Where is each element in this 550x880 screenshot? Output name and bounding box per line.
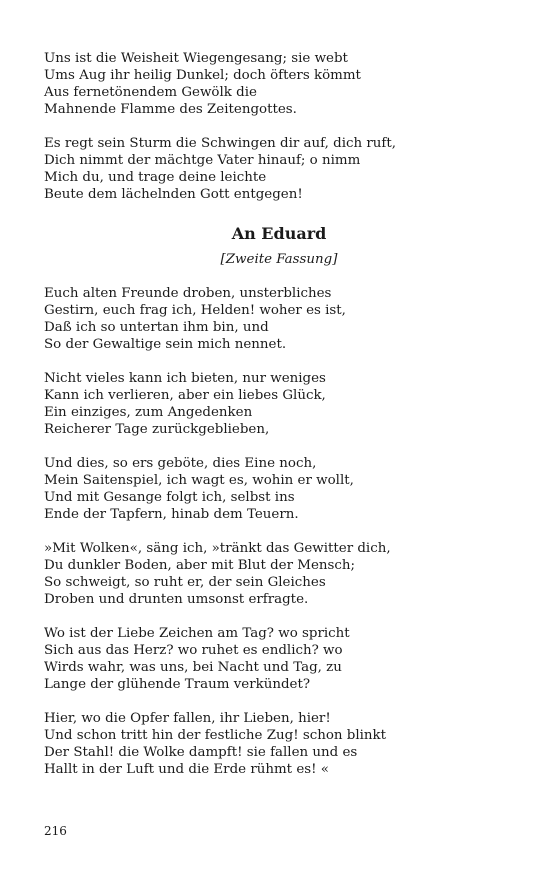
verse-line: Daß ich so untertan ihm bin, und [44,320,269,335]
verse-line: Hier, wo die Opfer fallen, ihr Lieben, hier! [44,711,331,726]
verse-line: Gestirn, euch frag ich, Helden! woher es ist, [44,303,346,318]
verse-line: Ums Aug ihr heilig Dunkel; doch öfters kömmt [44,68,361,83]
stanza [44,540,514,608]
verse-line: So schweigt, so ruht er, der sein Gleiches [44,575,326,590]
verse-line: So der Gewaltige sein mich nennet. [44,337,287,352]
verse-line: Es regt sein Sturm die Schwingen dir auf, dich ruft, [44,136,396,151]
verse-line: Mahnende Flamme des Zeitengottes. [44,102,297,117]
verse-line: Kann ich verlieren, aber ein liebes Glück, [44,388,326,403]
stanza [44,710,514,778]
stanza [44,285,514,353]
page-body [44,50,514,795]
verse-line: Hallt in der Luft und die Erde rühmt es! « [44,762,329,777]
verse-line: Wirds wahr, was uns, bei Nacht und Tag, zu [44,660,342,675]
verse-line: Wo ist der Liebe Zeichen am Tag? wo spricht [44,626,350,641]
stanza [44,50,514,118]
stanza [44,135,514,203]
verse-line: »Mit Wolken«, säng ich, »tränkt das Gewitter dich, [44,541,391,556]
verse-line: Euch alten Freunde droben, unsterbliches [44,286,332,301]
verse-line: Sich aus das Herz? wo ruhet es endlich? wo [44,643,343,658]
verse-line: Du dunkler Boden, aber mit Blut der Mensch; [44,558,356,573]
stanza [44,625,514,693]
verse-line: Nicht vieles kann ich bieten, nur weniges [44,371,326,386]
verse-line: Mein Saitenspiel, ich wagt es, wohin er wollt, [44,473,354,488]
verse-line: Ende der Tapfern, hinab dem Teuern. [44,507,299,522]
page-number: 216 [44,824,67,838]
verse-line: Der Stahl! die Wolke dampft! sie fallen und es [44,745,358,760]
verse-line: Dich nimmt der mächtge Vater hinauf; o nimm [44,153,361,168]
verse-line: Beute dem lächelnden Gott entgegen! [44,187,303,202]
poem-subtitle: [Zweite Fassung] [220,252,338,267]
verse-line: Und dies, so ers geböte, dies Eine noch, [44,456,317,471]
poem-title: An Eduard [231,224,327,243]
verse-line: Mich du, und trage deine leichte [44,170,267,185]
verse-line: Ein einziges, zum Angedenken [44,405,253,420]
verse-line: Aus fernetönendem Gewölk die [44,85,257,100]
verse-line: Und schon tritt hin der festliche Zug! schon blinkt [44,728,387,743]
verse-line: Lange der glühende Traum verkündet? [44,677,311,692]
verse-line: Droben und drunten umsonst erfragte. [44,592,309,607]
stanza [44,370,514,438]
verse-line: Uns ist die Weisheit Wiegengesang; sie webt [44,51,348,66]
poem-an-eduard [44,224,514,778]
poem-continuation [44,50,514,203]
stanza [44,455,514,523]
verse-line: Und mit Gesange folgt ich, selbst ins [44,490,295,505]
verse-line: Reicherer Tage zurückgeblieben, [44,422,270,437]
